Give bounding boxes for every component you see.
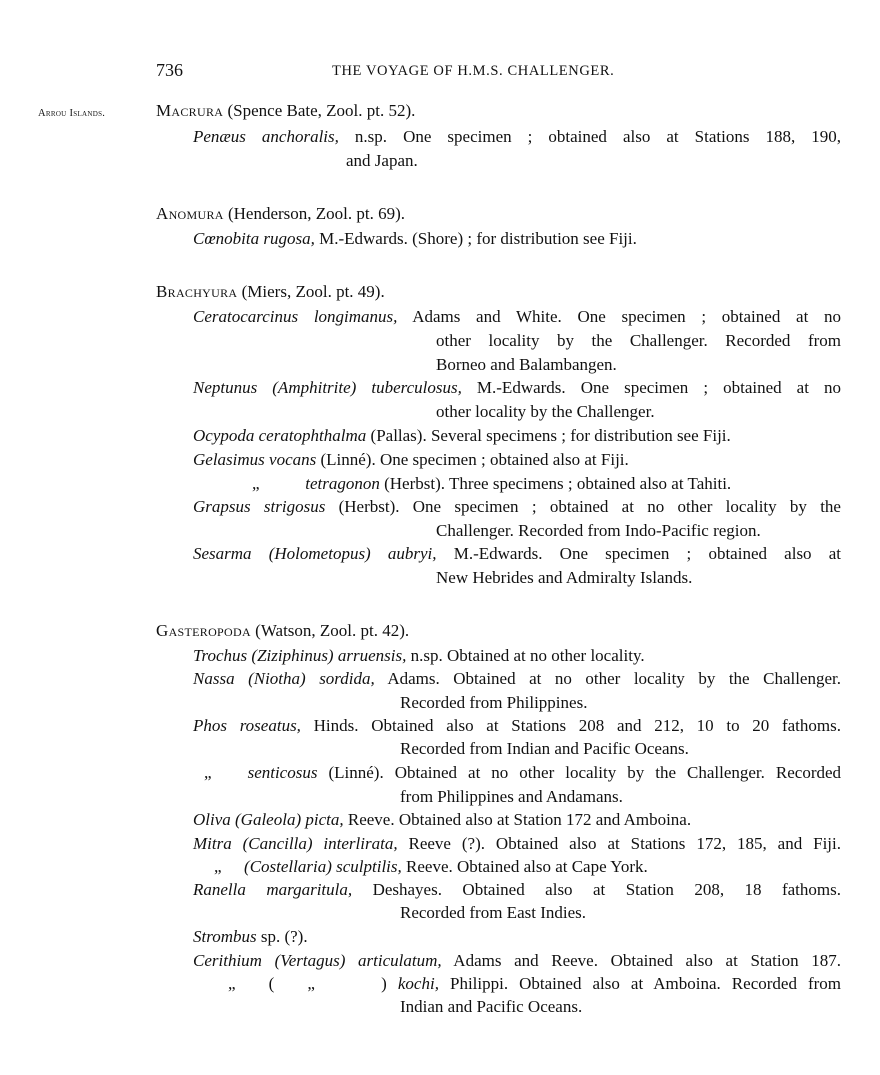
entry-continuation: Challenger. Recorded from Indo-Pacific region.: [436, 521, 761, 540]
entry-line: [193, 834, 841, 854]
entry-continuation: Recorded from Philippines.: [400, 693, 588, 712]
entry-text: n.sp. One specimen ; obtained also at Stations 188, 190,: [354, 127, 841, 146]
entry-continuation: Recorded from East Indies.: [400, 903, 586, 922]
entry-text: Reeve. Obtained also at Station 172 and Amboina.: [347, 810, 692, 829]
entry-text: Reeve (?). Obtained also at Stations 172, 185, and Fiji.: [408, 834, 842, 853]
species-name: Ceratocarcinus longimanus,: [193, 307, 398, 326]
species-name: (Costellaria) sculptilis,: [244, 857, 402, 876]
entry-continuation: and Japan.: [346, 151, 418, 170]
entry-text: M.-Edwards. One specimen ; obtained at no: [476, 378, 841, 397]
entry-text: sp. (?).: [260, 927, 308, 946]
entry-text: (Pallas). Several specimens ; for distribution see Fiji.: [370, 426, 731, 445]
heading-ref: (Henderson, Zool. pt. 69).: [227, 204, 406, 223]
ditto-mark: „: [204, 763, 212, 782]
entry-line: [193, 127, 841, 147]
species-name: Phos roseatus,: [193, 716, 301, 735]
entry-text: (Linné). Obtained at no other locality by the Challenger. Recorded: [328, 763, 842, 782]
entry-line: [228, 974, 841, 994]
entry-continuation: other locality by the Challenger. Recorded from: [436, 331, 841, 350]
heading-text: Gasteropoda: [156, 621, 251, 640]
entry-line: [253, 474, 731, 494]
heading-ref: (Miers, Zool. pt. 49).: [241, 282, 385, 301]
entry-continuation: Recorded from Indian and Pacific Oceans.: [400, 739, 689, 758]
entry-line: [193, 378, 841, 398]
entry-line: [193, 229, 637, 249]
entry-line: [193, 450, 629, 470]
species-name: Grapsus strigosus: [193, 497, 326, 516]
entry-text: n.sp. Obtained at no other locality.: [410, 646, 645, 665]
entry-line: [193, 646, 645, 666]
entry-text: (Herbst). Three specimens ; obtained also at Tahiti.: [384, 474, 732, 493]
entry-text: (Linné). One specimen ; obtained also at Fiji.: [320, 450, 629, 469]
entry-line: [193, 810, 691, 830]
heading-text: Anomura: [156, 204, 224, 223]
entry-line: [193, 426, 731, 446]
entry-line: [193, 880, 841, 900]
entry-line: [193, 669, 841, 689]
entry-text: M.-Edwards. One specimen ; obtained also at: [453, 544, 842, 563]
heading-text: Brachyura: [156, 282, 238, 301]
entry-line: [193, 716, 841, 736]
species-name: Mitra (Cancilla) interlirata,: [193, 834, 398, 853]
species-name: Penæus anchoralis,: [193, 127, 339, 146]
entry-continuation: Indian and Pacific Oceans.: [400, 997, 583, 1016]
entry-continuation: from Philippines and Andamans.: [400, 787, 623, 806]
entry-text: Adams and White. One specimen ; obtained at no: [412, 307, 841, 326]
species-name: Cerithium (Vertagus) articulatum,: [193, 951, 442, 970]
section-heading-anomura: [156, 204, 405, 224]
species-name: Strombus: [193, 927, 257, 946]
species-name: Neptunus (Amphitrite) tuberculosus,: [193, 378, 462, 397]
entry-text: Philippi. Obtained also at Amboina. Recorded from: [450, 974, 842, 993]
entry-text: Deshayes. Obtained also at Station 208, 18 fathoms.: [372, 880, 841, 899]
entry-continuation: Borneo and Balambangen.: [436, 355, 617, 374]
entry-text: Hinds. Obtained also at Stations 208 and 212, 10 to 20 fathoms.: [313, 716, 841, 735]
entry-line: [214, 857, 648, 877]
entry-text: M.-Edwards. (Shore) ; for distribution see Fiji.: [319, 229, 637, 248]
section-heading-gasteropoda: [156, 621, 409, 641]
entry-text: Adams. Obtained at no other locality by the Challenger.: [387, 669, 841, 688]
entry-continuation: New Hebrides and Admiralty Islands.: [436, 568, 693, 587]
section-heading-brachyura: [156, 282, 385, 302]
species-name: Nassa (Niotha) sordida,: [193, 669, 375, 688]
entry-line: [193, 544, 841, 564]
species-name: Trochus (Ziziphinus) arruensis,: [193, 646, 407, 665]
entry-text: (Herbst). One specimen ; obtained at no other locality by the: [338, 497, 841, 516]
species-name: Cœnobita rugosa,: [193, 229, 315, 248]
species-name: Gelasimus vocans: [193, 450, 317, 469]
species-name: Oliva (Galeola) picta,: [193, 810, 344, 829]
entry-continuation: other locality by the Challenger.: [436, 402, 655, 421]
running-title: THE VOYAGE OF H.M.S. CHALLENGER.: [332, 63, 615, 79]
page-number: 736: [156, 60, 183, 80]
entry-text: Reeve. Obtained also at Cape York.: [406, 857, 648, 876]
heading-ref: (Watson, Zool. pt. 42).: [255, 621, 410, 640]
species-name: tetragonon: [305, 474, 380, 493]
ditto-mark: „: [214, 857, 222, 876]
ditto-mark: „ ( „ ): [228, 974, 387, 993]
entry-line: [204, 763, 841, 783]
entry-text: Adams and Reeve. Obtained also at Station 187.: [453, 951, 841, 970]
species-name: Ocypoda ceratophthalma: [193, 426, 367, 445]
entry-line: [193, 497, 841, 517]
heading-ref: (Spence Bate, Zool. pt. 52).: [227, 101, 416, 120]
entry-line: [193, 927, 308, 947]
species-name: kochi,: [397, 974, 439, 993]
species-name: Ranella margaritula,: [193, 880, 353, 899]
species-name: senticosus: [247, 763, 318, 782]
entry-line: [193, 307, 841, 327]
entry-line: [193, 951, 841, 971]
ditto-mark: „: [252, 474, 260, 493]
species-name: Sesarma (Holometopus) aubryi,: [193, 544, 437, 563]
margin-note: Arrou Islands.: [38, 108, 106, 119]
heading-text: Macrura: [156, 101, 224, 120]
section-heading-macrura: [156, 101, 415, 121]
